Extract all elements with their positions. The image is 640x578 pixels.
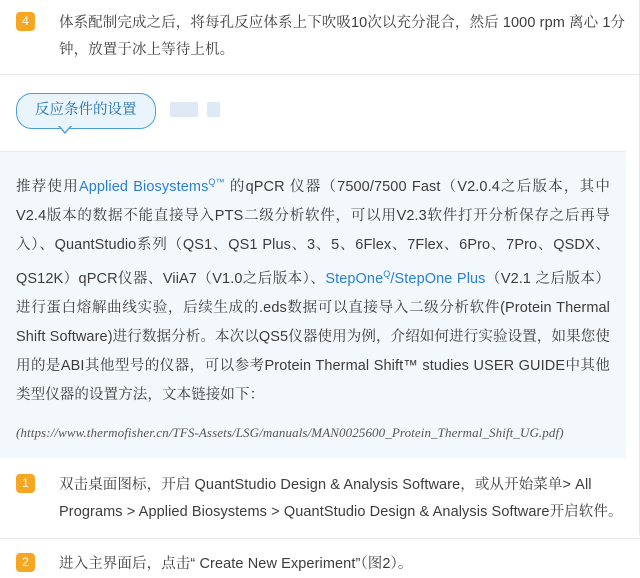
- list-item: [0, 551, 640, 578]
- stepone-plus-link[interactable]: /StepOne Plus: [390, 270, 486, 287]
- lower-steps-block: [0, 458, 640, 578]
- para-seg-text-1: 推荐使用: [16, 178, 79, 195]
- step-text: 双击桌面图标，开启 QuantStudio Design & Analysis Software，或从开始菜单> All Programs > Applied Biosystems > QuantStudio Design & Analysis Software开启软件。: [59, 476, 623, 520]
- body-panel: [0, 151, 626, 458]
- stepone-link[interactable]: StepOne: [325, 270, 384, 287]
- list-item: [0, 472, 640, 526]
- step-number-badge: 4: [16, 12, 35, 31]
- trademark-superscript-2: Q: [383, 268, 391, 279]
- ribbon-pointer-icon: [58, 126, 72, 134]
- para-seg-text-2: 的qPCR 仪器（7500/7500 Fast（V2.0.4之后版本，其中V2.4版本的数据不能直接导入PTS二级分析软件，可以用V2.3软件打开分析保存之后再导入）、QuantStudio系列（QS1、QS1 Plus、3、5、6Flex、7Flex、6Pro、7Pro、QSDX、QS12K）qPCR仪器、ViiA7（V1.0之后版本）、: [16, 178, 611, 287]
- placeholder-block-1: [170, 102, 198, 117]
- step-text: 进入主界面后，点击“ Create New Experiment”（图2）。: [59, 555, 413, 572]
- applied-biosystems-link[interactable]: Applied Biosystems: [78, 178, 209, 195]
- step-number-badge: 1: [16, 474, 35, 493]
- step-number-badge: 2: [16, 553, 35, 572]
- reference-url[interactable]: (https://www.thermofisher.cn/TFS-Assets/LSG/manuals/MAN0025600_Protein_Thermal_Shift_UG.pdf): [16, 424, 564, 440]
- section-divider: [0, 74, 640, 75]
- para-seg-text-3: （V2.1 之后版本）进行蛋白熔解曲线实验，后续生成的.eds数据可以直接导入二级分析软件(Protein Thermal Shift Software)进行数据分析。本次以QS5仪器使用为例，介绍如何进行实验设置，如果您使用的是ABI其他型号的仪器，可以参考Protein Thermal Shift™ studies USER GUIDE中其他类型仪器的设置方法，文本链接如下：: [16, 270, 610, 403]
- ribbon-label: 反应条件的设置: [16, 93, 156, 129]
- list-item: [0, 10, 640, 64]
- trademark-superscript-1: Q™: [208, 177, 225, 187]
- placeholder-block-2: [207, 102, 220, 117]
- body-paragraph: [16, 168, 610, 444]
- spacer: [0, 539, 640, 551]
- section-heading: [0, 93, 640, 145]
- step-text: 体系配制完成之后，将每孔反应体系上下吹吸10次以充分混合，然后 1000 rpm 离心 1分钟，放置于冰上等待上机。: [59, 15, 626, 58]
- top-step-block: [0, 0, 640, 74]
